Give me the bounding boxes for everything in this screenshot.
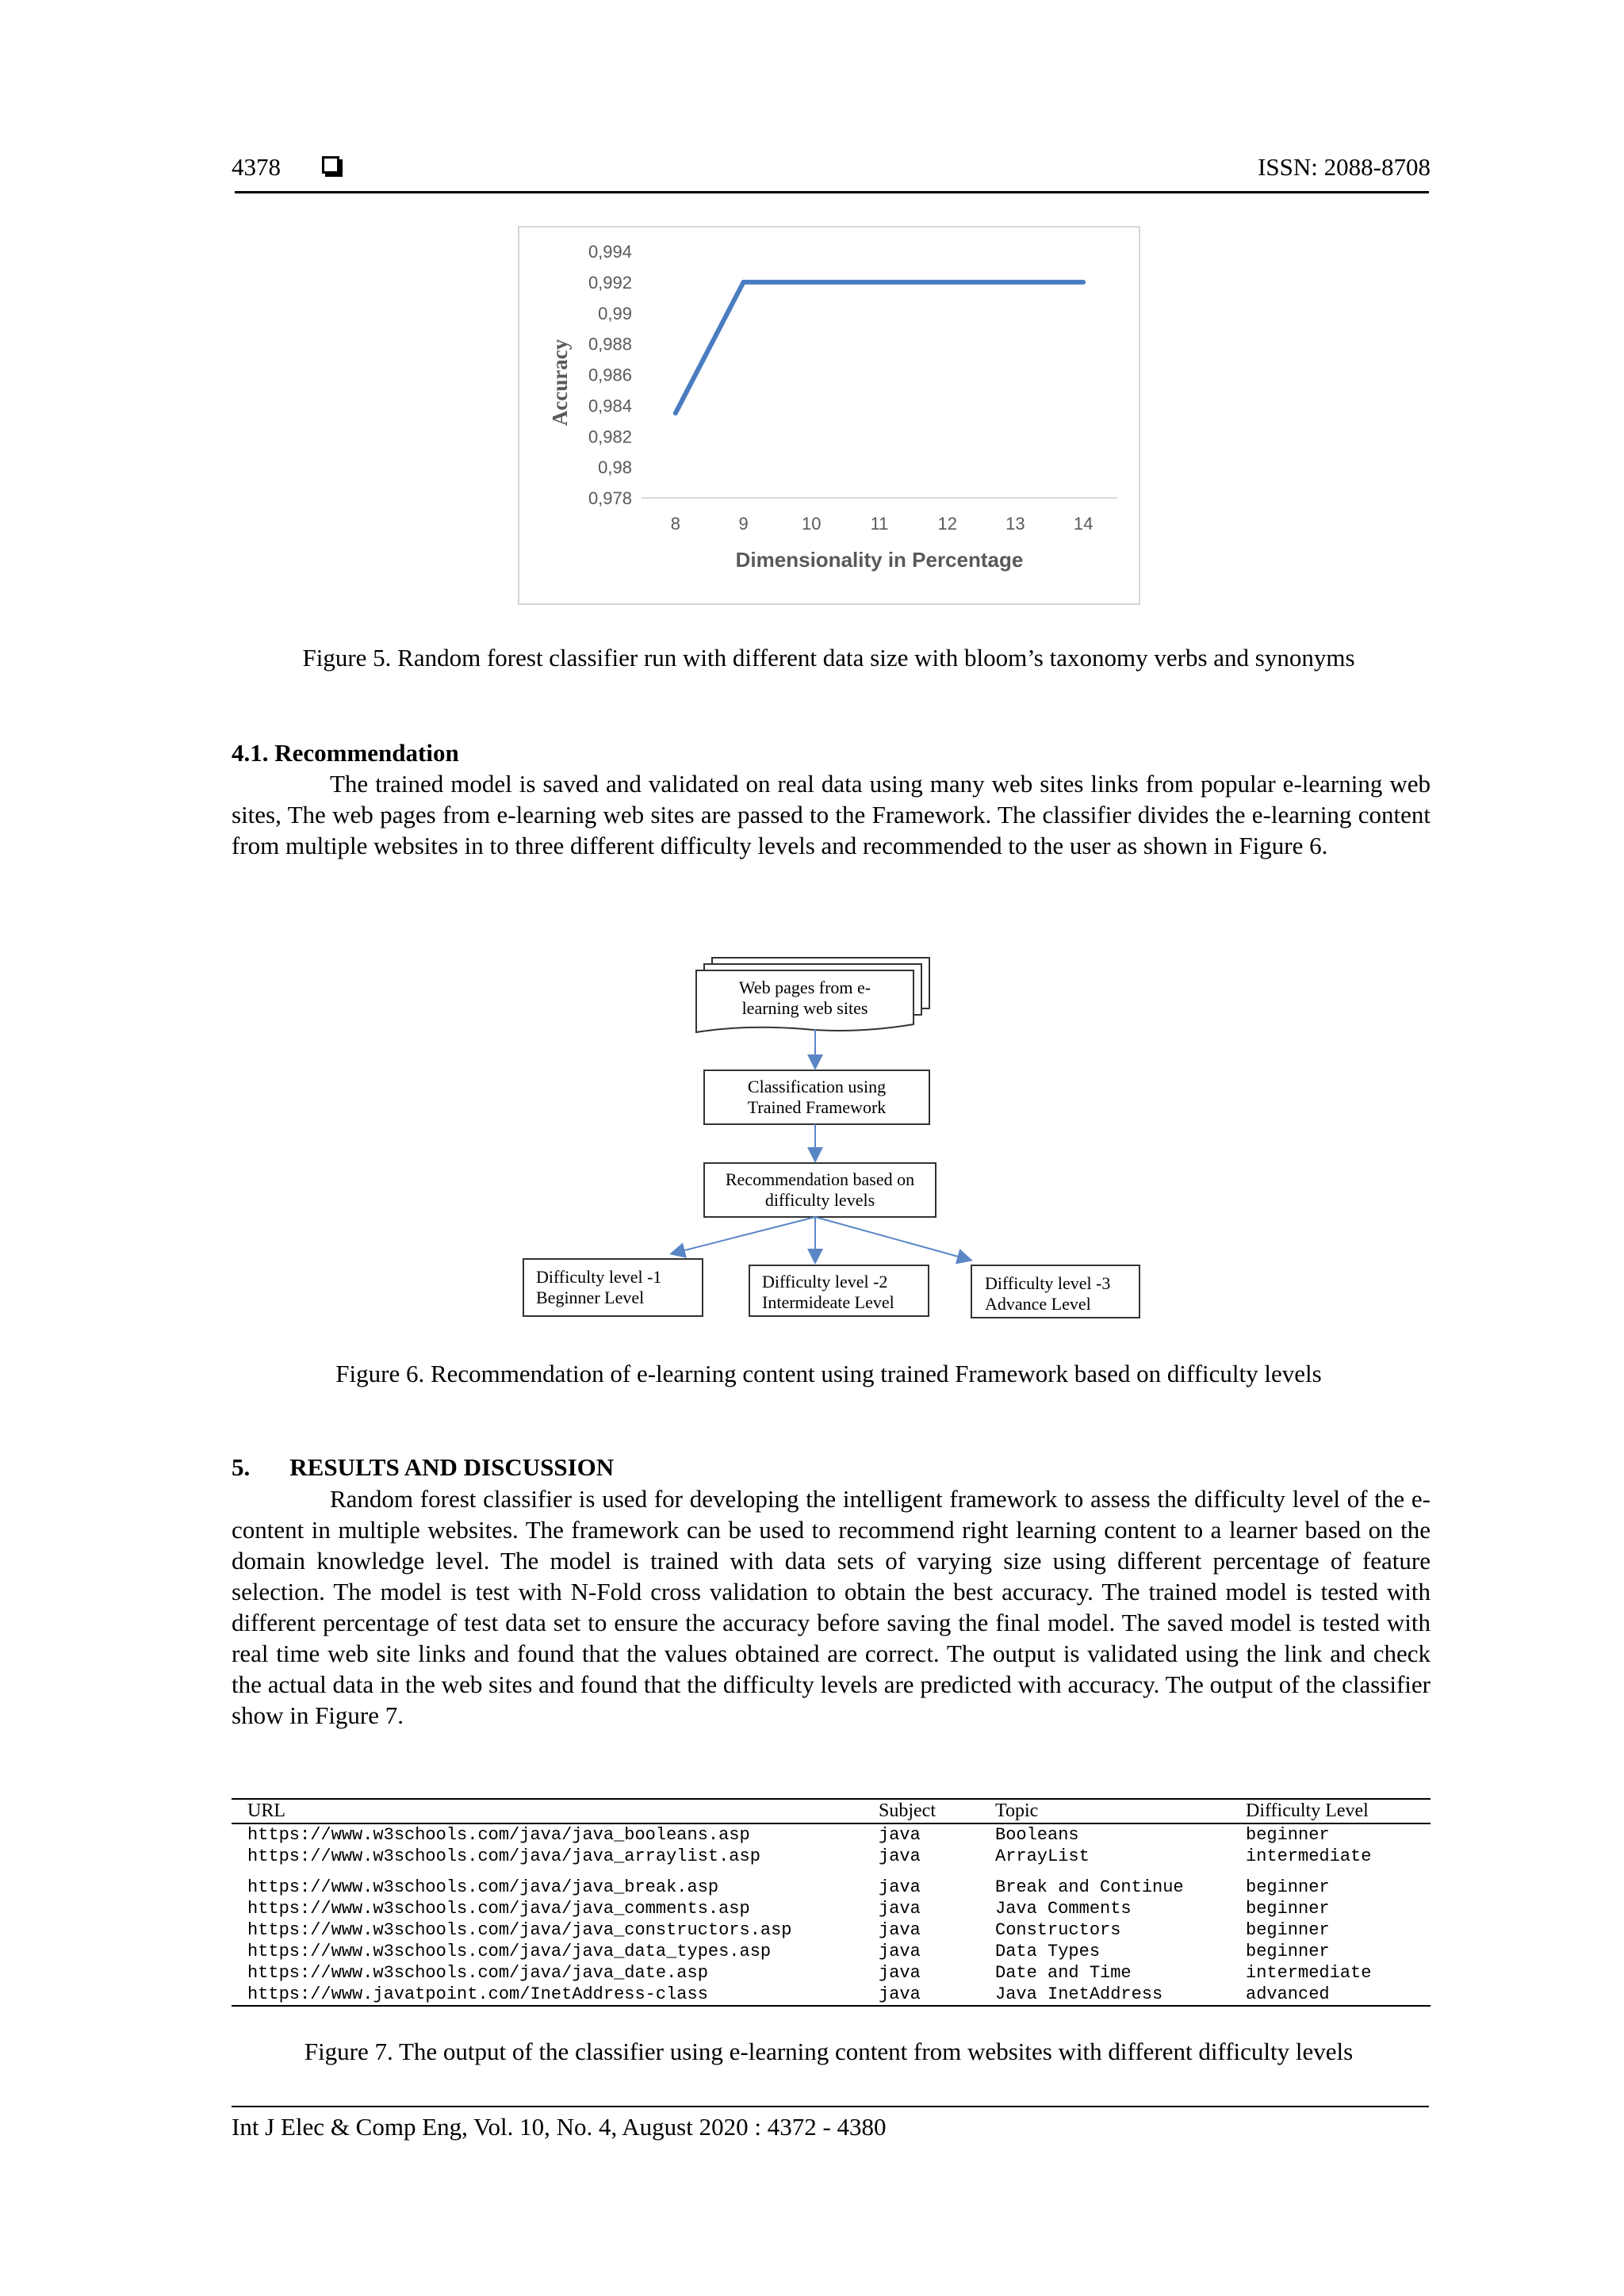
page-number: 4378 [232,153,281,181]
table-header-row [232,1799,1431,1823]
x-tick-label: 8 [670,514,680,534]
level3-label [985,1273,1147,1314]
table-row [232,1867,1431,1898]
cell-difficulty: beginner [1246,1899,1330,1919]
cell-subject: java [879,1846,921,1866]
cell-subject: java [879,1942,921,1961]
cell-subject: java [879,1920,921,1940]
square-bullet-icon [322,156,339,174]
level1-label [536,1267,710,1308]
level2-label-line1: Difficulty level -2 [762,1272,888,1292]
classifier-output-table [232,1798,1431,2007]
classification-label-line2: Trained Framework [747,1097,887,1117]
x-tick-label: 9 [738,514,749,534]
figure5-caption: Figure 5. Random forest classifier run with different data size with bloom’s taxonomy verbs and synonyms [302,644,1355,672]
y-tick-label: 0,98 [598,457,632,478]
cell-topic: Break and Continue [995,1877,1184,1897]
table-row [232,1898,1431,1919]
cell-topic: Java Comments [995,1899,1132,1919]
column-header-topic: Topic [979,1799,1230,1823]
cell-topic: Java InetAddress [979,1984,1230,2006]
column-header-url: URL [232,1799,863,1823]
issn: ISSN: 2088-8708 [1258,153,1431,181]
y-tick-label: 0,984 [588,396,632,416]
x-tick-label: 11 [870,514,889,534]
cell-difficulty: beginner [1246,1942,1330,1961]
table-row [232,1823,1431,1846]
figure7-caption: Figure 7. The output of the classifier using e-learning content from websites with different difficulty levels [304,2038,1354,2065]
footer-rule [232,2106,1429,2107]
y-axis-title: Accuracy [548,339,572,427]
cell-difficulty: beginner [1246,1877,1330,1897]
cell-subject: java [879,1899,921,1919]
y-tick-label: 0,978 [588,488,632,508]
header-rule [235,191,1429,193]
cell-url: https://www.w3schools.com/java/java_break.asp [247,1877,719,1897]
cell-difficulty: beginner [1246,1825,1330,1845]
y-tick-label: 0,986 [588,365,632,385]
cell-difficulty: beginner [1246,1920,1330,1940]
cell-url: https://www.javatpoint.com/InetAddress-class [232,1984,863,2006]
y-tick-label: 0,988 [588,334,632,354]
cell-difficulty: intermediate [1246,1846,1372,1866]
classification-label [704,1077,929,1118]
cell-subject: java [879,1825,921,1845]
y-tick-label: 0,982 [588,427,632,447]
table-row [232,1941,1431,1962]
cell-topic: Data Types [995,1942,1101,1961]
recommendation-label [704,1169,936,1211]
section5-number: 5. [232,1453,251,1481]
cell-url: https://www.w3schools.com/java/java_arraylist.asp [247,1846,760,1866]
y-tick-label: 0,99 [598,303,632,323]
recommendation-label-line1: Recommendation based on [725,1169,915,1189]
cell-url: https://www.w3schools.com/java/java_date.asp [247,1963,708,1983]
cell-url: https://www.w3schools.com/java/java_constructors.asp [247,1920,792,1940]
level2-label-line2: Intermideate Level [762,1292,894,1312]
cell-topic: Constructors [995,1920,1121,1940]
x-tick-label: 10 [802,514,822,534]
cell-subject: java [879,1963,921,1983]
table-row [232,1962,1431,1984]
y-tick-label: 0,994 [588,242,632,262]
x-tick-label: 14 [1073,514,1094,534]
arrow-to-level3 [815,1217,970,1260]
cell-topic: Date and Time [995,1963,1132,1983]
y-tick-label: 0,992 [588,272,632,293]
recommendation-text: The trained model is saved and validated on real data using many web sites links from popular e-learning web sites, The web pages from e-learning web sites are passed to the Framework. The classifier divides the e-learning content from multiple websites in to three different difficulty levels and recommended to the user as shown in Figure 6. [232,770,1431,859]
figure6-caption: Figure 6. Recommendation of e-learning content using trained Framework based on difficulty levels [335,1360,1322,1387]
classification-label-line1: Classification using [747,1077,887,1096]
results-paragraph [232,1483,1431,1731]
x-axis-title: Dimensionality in Percentage [735,548,1024,572]
cell-url: https://www.w3schools.com/java/java_comments.asp [247,1899,750,1919]
results-text: Random forest classifier is used for developing the intelligent framework to assess the difficulty level of the e-content in multiple websites. The framework can be used to recommend right learning content to a learner based on the domain knowledge level. The model is trained with data sets of varying size using different percentage of feature selection. The model is test with N-Fold cross validation to obtain the best accuracy. The trained model is tested with different percentage of test data set to ensure the accuracy before saving the final model. The saved model is tested with real time web site links and found that the values obtained are correct. The output is validated using the link and check the actual data in the web sites and found that the difficulty levels are predicted with accuracy. The output of the classifier show in Figure 7. [232,1485,1431,1729]
column-header-subject: Subject [863,1799,979,1823]
accuracy-line-chart [518,226,1140,605]
arrow-to-level1 [672,1217,815,1253]
document-label [698,978,912,1019]
table-row [232,1919,1431,1941]
section5-title: RESULTS AND DISCUSSION [289,1453,615,1481]
table-row [232,1846,1431,1867]
cell-url: https://www.w3schools.com/java/java_booleans.asp [247,1825,750,1845]
level1-label-line2: Beginner Level [536,1288,645,1307]
recommendation-label-line2: difficulty levels [764,1190,875,1210]
level2-label [762,1272,936,1313]
series-line-accuracy [676,282,1083,413]
cell-topic: ArrayList [995,1846,1090,1866]
cell-url: https://www.w3schools.com/java/java_data_types.asp [247,1942,772,1961]
level3-label-line1: Difficulty level -3 [985,1273,1111,1293]
cell-difficulty: intermediate [1246,1963,1372,1983]
table-row [232,1984,1431,2006]
document-label-line1: Web pages from e- [738,978,871,997]
cell-topic: Booleans [995,1825,1079,1845]
cell-subject: java [863,1984,979,2006]
level3-label-line2: Advance Level [985,1294,1091,1314]
section-heading-recommendation: 4.1. Recommendation [232,739,459,767]
recommendation-paragraph [232,768,1431,861]
cell-difficulty: advanced [1230,1984,1431,2006]
column-header-difficulty: Difficulty Level [1230,1799,1431,1823]
x-tick-label: 12 [937,514,957,534]
section-heading-results [232,1453,614,1482]
x-tick-label: 13 [1005,514,1025,534]
journal-footer: Int J Elec & Comp Eng, Vol. 10, No. 4, August 2020 : 4372 - 4380 [232,2113,887,2141]
level1-label-line1: Difficulty level -1 [536,1267,662,1287]
document-label-line2: learning web sites [741,998,868,1018]
cell-subject: java [879,1877,921,1897]
